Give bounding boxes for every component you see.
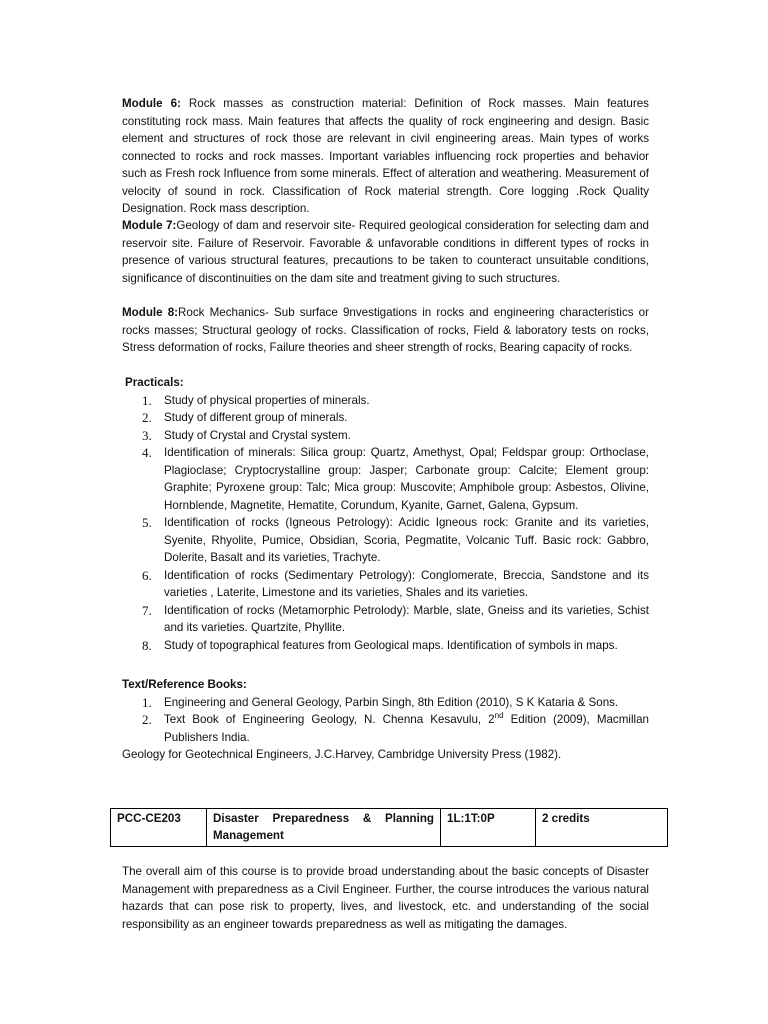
list-item xyxy=(122,637,649,655)
books-section xyxy=(122,676,649,764)
list-item-text: Study of topographical features from Geological maps. Identification of symbols in maps. xyxy=(164,638,618,652)
list-item xyxy=(122,514,649,567)
course-code-cell: PCC-CE203 xyxy=(111,809,207,847)
list-item-text: Identification of rocks (Igneous Petrology): Acidic Igneous rock: Granite and its varieties, Syenite, Rhyolite, Pumice, Obsidian, Scoria, Pegmatite, Volcanic Tuff. Basic rock: Gabbro, Dolerite, Basalt and its varieties, Trachyte. xyxy=(164,516,649,564)
course-title: Disaster Preparedness & Planning Management xyxy=(213,812,434,842)
module-6-label: Module 6: xyxy=(122,97,181,110)
module-7-paragraph xyxy=(122,217,649,287)
list-item-number: 1. xyxy=(142,694,152,710)
list-item-number: 1. xyxy=(142,392,152,408)
list-item-number: 7. xyxy=(142,602,152,618)
practicals-list xyxy=(122,392,649,655)
book-2-text: Text Book of Engineering Geology, N. Chenna Kesavulu, 2 xyxy=(164,713,495,726)
module-8-label: Module 8: xyxy=(122,306,179,319)
list-item xyxy=(122,694,649,712)
list-item-text: Identification of rocks (Sedimentary Petrology): Conglomerate, Breccia, Sandstone and its varieties , Laterite, Limestone and its varieties, Shales and its varieties. xyxy=(164,568,649,599)
list-item xyxy=(122,409,649,427)
list-item xyxy=(122,392,649,410)
book-2-superscript: nd xyxy=(494,711,504,721)
list-item-number: 6. xyxy=(142,567,152,583)
course-aim-paragraph: The overall aim of this course is to provide broad understanding about the basic concepts of Disaster Management with preparedness as a Civil Engineer. Further, the course introduces the various natural hazards that can pose risk to property, lives, and livestock, etc. and understanding of the social responsibility as an engineer towards preparedness as well as mitigating the damages. xyxy=(122,865,649,931)
course-credits-cell: 2 credits xyxy=(536,809,668,847)
list-item-text: Identification of rocks (Metamorphic Petrolody): Marble, slate, Gneiss and its varieties, Schist and its varieties. Quartzite, Phyllite. xyxy=(164,603,649,634)
module-8-paragraph xyxy=(122,304,649,357)
list-item xyxy=(122,567,649,602)
book-1-text: Engineering and General Geology, Parbin Singh, 8th Edition (2010), S K Kataria & Sons. xyxy=(164,695,619,709)
list-item-number: 8. xyxy=(142,637,152,653)
practicals-section xyxy=(122,374,649,654)
course-table xyxy=(110,808,668,847)
list-item-number: 2. xyxy=(142,410,152,425)
list-item-number: 5. xyxy=(142,515,152,530)
list-item-text: Identification of minerals: Silica group: Quartz, Amethyst, Opal; Feldspar group: Orthoclase, Plagioclase; Cryptocrystalline group: Jasper; Carbonate group: Calcite; Element group: Graphite; Pyroxene group: Talc; Mica group: Muscovite; Amphibole group: Asbestos, Olivine, Hornblende, Magnetite, Hematite, Corundum, Kyanite, Garnet, Galena, Gypsum. xyxy=(164,446,649,512)
module-6-paragraph xyxy=(122,95,649,218)
list-item xyxy=(122,444,649,514)
table-row xyxy=(111,809,668,847)
module-6-text: Rock masses as construction material: Definition of Rock masses. Main features constituting rock mass. Main features that affects the quality of rock engineering and design. Basic element and structures of rock those are relevant in civil engineering areas. Main types of works connected to rocks and rock masses. Important variables influencing rock properties and behavior such as Fresh rock Influence from some minerals. Effect of alteration and weathering. Measurement of velocity of sound in rock. Classification of Rock material strength. Core logging .Rock Quality Designation. Rock mass description. xyxy=(122,97,649,215)
book-2-text-end: Edition (2009), Macmillan Publishers India. xyxy=(164,713,649,744)
list-item xyxy=(122,711,649,746)
module-7-label: Module 7: xyxy=(122,219,177,232)
list-item-number: 4. xyxy=(142,445,152,460)
course-title-cell xyxy=(207,809,441,847)
book-extra: Geology for Geotechnical Engineers, J.C.Harvey, Cambridge University Press (1982). xyxy=(122,748,562,761)
practicals-heading: Practicals: xyxy=(125,376,184,389)
course-ltp-cell: 1L:1T:0P xyxy=(441,809,536,847)
books-heading: Text/Reference Books: xyxy=(122,678,247,691)
list-item xyxy=(122,602,649,637)
module-7-text: Geology of dam and reservoir site- Required geological consideration for selecting dam and reservoir site. Failure of Reservoir. Favorable & unfavorable conditions in different types of rocks in presence of various structural features, precautions to be taken to counteract unsuitable conditions, significance of discontinuities on the dam site and treatment giving to such structures. xyxy=(122,219,649,285)
list-item-text: Study of different group of minerals. xyxy=(164,411,348,424)
list-item xyxy=(122,427,649,445)
list-item-text: Study of Crystal and Crystal system. xyxy=(164,428,351,442)
list-item-number: 3. xyxy=(142,427,152,443)
list-item-number: 2. xyxy=(142,712,152,727)
list-item-text: Study of physical properties of minerals. xyxy=(164,393,370,407)
module-8-text: Rock Mechanics- Sub surface 9nvestigations in rocks and engineering characteristics or rocks masses; Structural geology of rocks. Classification of rocks, Field & laboratory tests on rocks, Stress deformation of rocks, Failure theories and sheer strength of rocks, Bearing capacity of rocks. xyxy=(122,306,649,354)
